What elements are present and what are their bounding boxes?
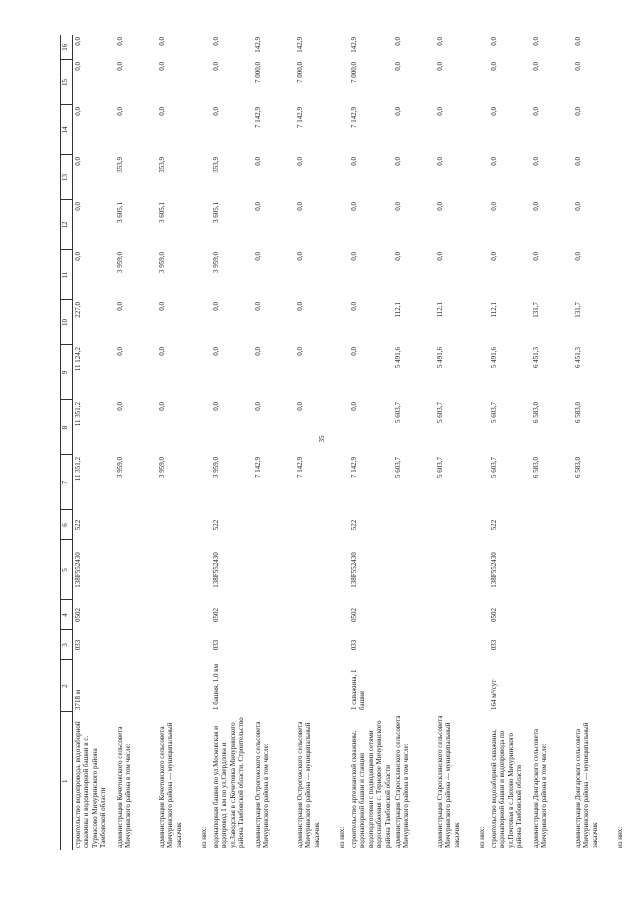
table-row (115, 35, 157, 850)
table-cell: администрация Донгарского сельсовета Мичуринского района — муниципальный заказчик (573, 722, 599, 848)
table-cell (199, 540, 211, 600)
table-cell (615, 35, 627, 60)
table-cell (573, 630, 615, 660)
table-cell (477, 35, 489, 60)
table-cell: 0502 (74, 608, 82, 622)
table-cell: 0,0 (489, 62, 498, 71)
table-cell (477, 105, 489, 155)
table-cell: 0,0 (74, 252, 82, 261)
table-row (573, 35, 615, 850)
table-cell: 3 959,0 (212, 457, 220, 478)
table-cell: 5 491,6 (435, 347, 444, 368)
table-cell: 5 603,7 (435, 402, 444, 423)
table-cell (615, 60, 627, 105)
table-cell: администрация Острогожского сельсовета Мичуринского района в том числе: (254, 721, 271, 848)
table-cell: 3 959,0 (158, 457, 166, 478)
table-cell: 6 583,0 (531, 457, 540, 478)
table-cell: 131,7 (573, 302, 582, 318)
table-cell: 0,0 (435, 202, 444, 211)
table-cell (199, 600, 211, 630)
column-header: 8 (60, 400, 73, 455)
table-cell: 1 башня, 1,0 км (212, 663, 220, 710)
table-cell (573, 660, 615, 712)
table-cell: 3 959,0 (116, 252, 124, 273)
table-cell: 0,0 (435, 62, 444, 71)
table-cell: из них: (477, 826, 486, 848)
table-cell: 0,0 (573, 107, 582, 116)
table-cell (531, 660, 573, 712)
table-cell: 0,0 (573, 157, 582, 166)
table-cell: 11 351,2 (74, 457, 82, 482)
table-cell (477, 455, 489, 510)
table-cell (115, 600, 157, 630)
table-cell (615, 345, 627, 400)
table-cell: 0,0 (158, 37, 166, 46)
table-row (349, 35, 393, 850)
table-cell: 0,0 (435, 157, 444, 166)
table-cell (477, 660, 489, 712)
table-cell (615, 455, 627, 510)
table-cell: администрация Старосклянского сельсовета Мичуринского района в том числе: (393, 715, 411, 848)
table-row (477, 35, 489, 850)
table-cell: 0,0 (296, 402, 304, 411)
table-cell: 0,0 (74, 62, 82, 71)
table-cell (477, 510, 489, 540)
table-cell (295, 540, 337, 600)
table-cell: 7 142,9 (350, 107, 358, 128)
table-cell: 0,0 (350, 402, 358, 411)
table-cell: 522 (489, 519, 498, 531)
table-cell: 0,0 (573, 252, 582, 261)
table-cell: 5 603,7 (435, 457, 444, 478)
table-cell (393, 540, 435, 600)
table-cell (573, 510, 615, 540)
table-cell: 0,0 (212, 107, 220, 116)
table-cell (477, 200, 489, 250)
table-cell (477, 250, 489, 300)
table-cell (199, 250, 211, 300)
table-cell: 5 491,6 (489, 347, 498, 368)
table-cell (435, 540, 477, 600)
table-cell: из них: (615, 826, 624, 848)
table-cell: 0,0 (254, 402, 262, 411)
table-cell (615, 630, 627, 660)
table-cell (615, 155, 627, 200)
table-cell: 0,0 (435, 37, 444, 46)
table-cell (253, 540, 295, 600)
table-cell: 6 451,3 (573, 347, 582, 368)
table-cell: 033 (489, 639, 498, 651)
table-row (393, 35, 435, 850)
table-cell (573, 600, 615, 630)
table-cell: 0,0 (393, 157, 402, 166)
table-cell: 5 603,7 (393, 457, 402, 478)
table-cell (337, 455, 349, 510)
table-cell: администрация Кочетовского сельсовета Мичуринского района в том числе: (116, 726, 133, 848)
table-cell (393, 510, 435, 540)
table-cell: 0,0 (489, 252, 498, 261)
table-cell: администрация Острогожского сельсовета Мичуринского района — муниципальный заказчик (296, 721, 321, 848)
table-cell: 164 м³/сут (489, 679, 498, 710)
table-cell (435, 630, 477, 660)
table-cell (199, 60, 211, 105)
table-cell: 0,0 (254, 302, 262, 311)
table-cell: 0,0 (350, 157, 358, 166)
table-cell: 0,0 (393, 202, 402, 211)
table-body (73, 35, 627, 850)
table-cell: 6 583,0 (573, 402, 582, 423)
table-cell: 0502 (489, 608, 498, 622)
table-cell: 0,0 (393, 62, 402, 71)
table-cell (157, 510, 199, 540)
table-cell: строительство артезианской скважины, водонапорной башни и станции водоподготовки с подводящими сетями водоснабжения с. Терновое Мичуринского района Тамбовской области (350, 720, 392, 848)
table-cell: 0,0 (212, 302, 220, 311)
table-cell: 0,0 (573, 37, 582, 46)
table-cell: 5 603,7 (489, 457, 498, 478)
table-cell: 138F552430 (489, 552, 498, 588)
column-header: 5 (60, 540, 73, 600)
table-cell (295, 630, 337, 660)
table-cell: 0,0 (158, 107, 166, 116)
table-cell (199, 35, 211, 60)
table-cell (157, 600, 199, 630)
table-cell (157, 540, 199, 600)
table-cell (337, 540, 349, 600)
table-cell: 0,0 (296, 202, 304, 211)
column-header: 6 (60, 510, 73, 540)
table-cell: 0,0 (254, 202, 262, 211)
table-cell: 0,0 (531, 252, 540, 261)
table-cell: 0,0 (531, 157, 540, 166)
table-cell (253, 510, 295, 540)
table-cell: 112,1 (435, 302, 444, 318)
table-cell (337, 300, 349, 345)
table-cell: 0,0 (296, 252, 304, 261)
table-cell (157, 630, 199, 660)
table-cell: администрация Кочетовского сельсовета Мичуринского района — муниципальный заказчик (158, 722, 183, 848)
header-row (60, 35, 73, 850)
table-row (211, 35, 253, 850)
table-cell: 0,0 (116, 62, 124, 71)
table-cell: 11 124,2 (74, 347, 82, 372)
table-cell (477, 155, 489, 200)
table-cell (295, 600, 337, 630)
table-cell (615, 540, 627, 600)
column-header: 15 (60, 60, 73, 105)
table-cell: 7 000,0 (350, 62, 358, 83)
table-cell: 0,0 (74, 202, 82, 211)
table-row (489, 35, 531, 850)
table-cell (393, 630, 435, 660)
table-cell: 0,0 (393, 107, 402, 116)
table-cell: 112,1 (393, 302, 402, 318)
table-cell: 0,0 (573, 62, 582, 71)
column-header: 14 (60, 105, 73, 155)
table-cell: 0502 (350, 608, 358, 622)
table-cell: 3 605,1 (212, 202, 220, 223)
table-cell (477, 400, 489, 455)
table-cell (337, 630, 349, 660)
table-cell: 7 000,0 (254, 62, 262, 83)
table-cell: 0,0 (350, 252, 358, 261)
table-cell (295, 510, 337, 540)
table-cell (615, 400, 627, 455)
table-cell: 0,0 (254, 157, 262, 166)
table-cell (477, 540, 489, 600)
page-number: 35 (318, 435, 326, 443)
table-cell: 0,0 (296, 347, 304, 356)
table-cell: 1 скважина, 1 башня (350, 669, 367, 710)
table-cell: 0,0 (296, 302, 304, 311)
table-cell (199, 155, 211, 200)
column-header: 1 (60, 712, 73, 850)
table-cell: 227,0 (74, 302, 82, 318)
table-cell (199, 345, 211, 400)
table-cell: 0,0 (350, 302, 358, 311)
table-cell (157, 660, 199, 712)
table-row (73, 35, 116, 850)
table-cell: 522 (212, 519, 220, 531)
table-row (435, 35, 477, 850)
table-row (531, 35, 573, 850)
table-cell: 0,0 (489, 157, 498, 166)
table-row (337, 35, 349, 850)
table-cell: 033 (350, 639, 358, 651)
table-cell (199, 200, 211, 250)
table-cell (115, 630, 157, 660)
table-cell (199, 400, 211, 455)
table-cell (393, 600, 435, 630)
table-cell (337, 200, 349, 250)
table-cell (435, 600, 477, 630)
table-cell: 0,0 (74, 107, 82, 116)
table-cell: 0,0 (158, 347, 166, 356)
table-cell: 7 142,9 (254, 457, 262, 478)
column-header: 12 (60, 200, 73, 250)
table-cell (199, 300, 211, 345)
table-row (253, 35, 295, 850)
table-cell: 3 605,1 (158, 202, 166, 223)
table-cell: 142,9 (254, 37, 262, 53)
table-cell (337, 105, 349, 155)
table-cell (477, 345, 489, 400)
table-cell: 0,0 (74, 37, 82, 46)
table-cell: 353,9 (116, 157, 124, 173)
column-header: 2 (60, 660, 73, 712)
table-cell: 7 142,9 (254, 107, 262, 128)
table-cell: водонапорная башня по ул.Московская и водопровод 1 км по ул.Свердлова и ул.Заводская в с.Кочетовка Мичуринского района Тамбовской области. Строительство (212, 717, 246, 848)
table-cell: 0,0 (158, 62, 166, 71)
table-cell: 0,0 (531, 62, 540, 71)
table-cell: из них: (200, 826, 208, 848)
column-header: 9 (60, 345, 73, 400)
table-cell (337, 155, 349, 200)
table-cell (531, 600, 573, 630)
table-cell: администрация Старосклянского сельсовета Мичуринского района — муниципальный заказчик (435, 715, 461, 848)
table-cell (477, 600, 489, 630)
table-cell: 138F552430 (74, 552, 82, 588)
table-cell: 7 142,9 (296, 457, 304, 478)
table-cell: 0,0 (116, 37, 124, 46)
table-cell (115, 660, 157, 712)
table-cell (435, 510, 477, 540)
table-cell: 5 603,7 (489, 402, 498, 423)
table-cell (115, 540, 157, 600)
table-cell (615, 600, 627, 630)
table-row (199, 35, 211, 850)
table-cell (477, 630, 489, 660)
budget-table (60, 35, 627, 850)
table-cell: 0,0 (116, 302, 124, 311)
table-cell (337, 510, 349, 540)
table-cell: 7 000,0 (296, 62, 304, 83)
table-cell: 0,0 (531, 107, 540, 116)
table-cell: 3 959,0 (158, 252, 166, 273)
table-cell (337, 250, 349, 300)
table-cell: 0,0 (489, 107, 498, 116)
column-header: 13 (60, 155, 73, 200)
table-cell (337, 35, 349, 60)
table-cell: 3718 м (74, 689, 82, 710)
table-cell: 0,0 (296, 157, 304, 166)
column-header: 16 (60, 35, 73, 60)
table-cell: 6 451,3 (531, 347, 540, 368)
table-cell: 0,0 (212, 62, 220, 71)
table-cell: 0,0 (116, 347, 124, 356)
table-cell (531, 630, 573, 660)
table-cell (435, 660, 477, 712)
table-cell: 5 491,6 (393, 347, 402, 368)
table-cell: 0,0 (435, 252, 444, 261)
table-cell (253, 600, 295, 630)
table-cell (337, 400, 349, 455)
table-cell: из них: (338, 826, 346, 848)
table-cell (337, 60, 349, 105)
table-cell (253, 630, 295, 660)
table-cell: 6 583,0 (531, 402, 540, 423)
table-cell (615, 250, 627, 300)
table-cell: 033 (212, 639, 220, 651)
column-header: 4 (60, 600, 73, 630)
table-cell: 5 603,7 (393, 402, 402, 423)
table-cell: 7 142,9 (350, 457, 358, 478)
table-cell (531, 540, 573, 600)
table-cell (199, 510, 211, 540)
table-cell: 6 583,0 (573, 457, 582, 478)
table-cell: 0,0 (350, 347, 358, 356)
table-cell: строительство водозаборной скважины, водонапорной башни и водопровода по ул.Почтовая в с.Ляхово Мичуринского района Тамбовской области (489, 729, 524, 848)
table-cell: 033 (74, 639, 82, 651)
table-cell: 0,0 (531, 37, 540, 46)
table-cell: 0502 (212, 608, 220, 622)
table-cell: 0,0 (212, 402, 220, 411)
table-cell: 353,9 (212, 157, 220, 173)
table-cell: 0,0 (489, 202, 498, 211)
table-cell (253, 660, 295, 712)
table-cell (615, 660, 627, 712)
table-cell (337, 345, 349, 400)
table-cell: 0,0 (393, 37, 402, 46)
table-cell: 0,0 (158, 302, 166, 311)
table-cell: строительство водопровода, водозаборной скважины и водонапорной башни в с. Турмасово Мичуринского района Тамбовской области (74, 721, 108, 848)
table-cell (615, 300, 627, 345)
table-cell: 131,7 (531, 302, 540, 318)
rotated-table-container (60, 35, 624, 850)
table-cell: 138F552430 (212, 552, 220, 588)
table-row (157, 35, 199, 850)
table-cell (337, 600, 349, 630)
table-row (615, 35, 627, 850)
table-cell (615, 510, 627, 540)
table-cell: 0,0 (435, 107, 444, 116)
table-cell (295, 660, 337, 712)
table-cell: 7 142,9 (296, 107, 304, 128)
table-cell (393, 660, 435, 712)
table-cell (199, 660, 211, 712)
table-cell: 0,0 (158, 402, 166, 411)
column-header: 11 (60, 250, 73, 300)
table-cell: 0,0 (212, 37, 220, 46)
table-cell: 0,0 (254, 347, 262, 356)
table-cell: 142,9 (296, 37, 304, 53)
table-cell: 0,0 (116, 107, 124, 116)
table-cell: 0,0 (212, 347, 220, 356)
table-cell: 142,9 (350, 37, 358, 53)
table-cell: 11 351,2 (74, 402, 82, 427)
column-header: 3 (60, 630, 73, 660)
table-top-rule (60, 35, 61, 850)
table-cell (115, 510, 157, 540)
table-cell: 522 (350, 519, 358, 531)
column-header: 10 (60, 300, 73, 345)
table-cell: 3 605,1 (116, 202, 124, 223)
table-cell: 0,0 (116, 402, 124, 411)
table-cell (199, 105, 211, 155)
table-cell: 112,1 (489, 302, 498, 318)
column-header: 7 (60, 455, 73, 510)
table-cell (477, 60, 489, 105)
table-cell (531, 510, 573, 540)
table-cell: 3 959,0 (212, 252, 220, 273)
table-cell (199, 630, 211, 660)
table-cell: 0,0 (74, 157, 82, 166)
table-cell: 0,0 (531, 202, 540, 211)
table-cell (337, 660, 349, 712)
table-cell: 0,0 (393, 252, 402, 261)
table-cell (615, 200, 627, 250)
table-cell: 3 959,0 (116, 457, 124, 478)
table-cell: 138F552430 (350, 552, 358, 588)
table-cell (199, 455, 211, 510)
table-cell: 0,0 (489, 37, 498, 46)
table-cell: 522 (74, 519, 82, 531)
table-cell: 0,0 (350, 202, 358, 211)
table-cell (477, 300, 489, 345)
table-cell (615, 105, 627, 155)
table-cell: 0,0 (254, 252, 262, 261)
table-cell: 353,9 (158, 157, 166, 173)
table-cell: 0,0 (573, 202, 582, 211)
table-cell (573, 540, 615, 600)
table-cell: администрация Донгарского сельсовета Мичуринского района в том числе: (531, 729, 549, 848)
table-row (295, 35, 337, 850)
